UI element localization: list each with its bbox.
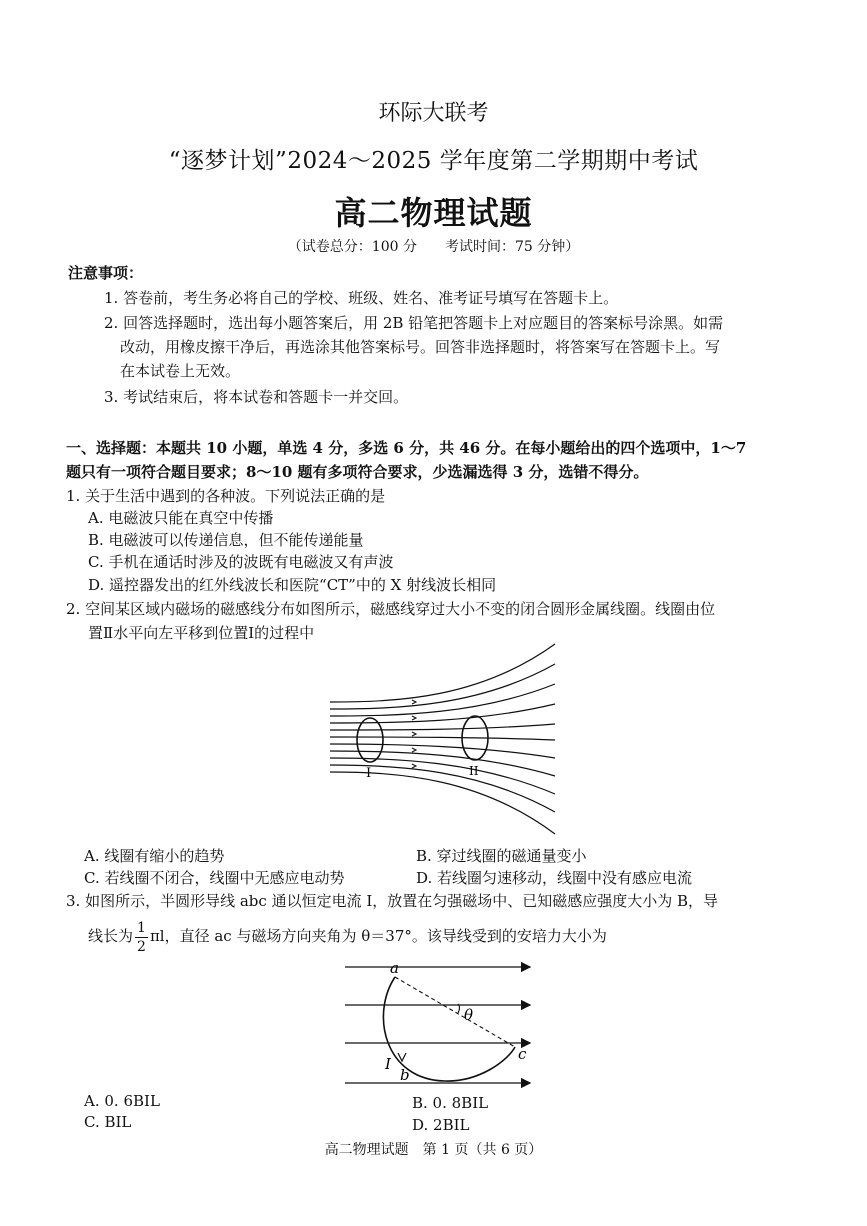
question-1-option-d: D. 遥控器发出的红外线波长和医院“CT”中的 X 射线波长相同 xyxy=(88,576,497,594)
notice-heading: 注意事项： xyxy=(68,264,144,282)
current-label: I xyxy=(385,1055,391,1073)
question-3-stem-post: πl，直径 ac 与磁场方向夹角为 θ＝37°。该导线受到的安培力大小为 xyxy=(149,927,607,945)
notice-item-3: 3. 考试结束后，将本试卷和答题卡一并交回。 xyxy=(104,388,409,406)
diameter-ac xyxy=(395,977,515,1047)
semicircle-wire-figure xyxy=(340,955,540,1095)
question-1-option-a: A. 电磁波只能在真空中传播 xyxy=(88,509,274,527)
question-3-stem-line-2 xyxy=(88,916,607,956)
question-3-option-a: A. 0. 6BIL xyxy=(84,1092,160,1110)
question-3-option-c: C. BIL xyxy=(84,1113,132,1131)
question-3-option-b: B. 0. 8BIL xyxy=(412,1094,489,1112)
question-2-option-b: B. 穿过线圈的磁通量变小 xyxy=(416,847,587,865)
angle-label-theta: θ xyxy=(464,1006,474,1024)
section-1-line-1: 一、选择题：本题共 10 小题，单选 4 分，多选 6 分，共 46 分。在每小题给出的四个选项中，1～7 xyxy=(66,439,747,457)
section-1-line-2: 题只有一项符合题目要求；8～10 题有多项符合要求，少选漏选得 3 分，选错不得分。 xyxy=(66,463,649,481)
fraction-one-half: $\frac{1}{2}$ xyxy=(137,919,146,955)
coil-label-2: II xyxy=(469,764,479,778)
question-2-stem-line-2: 置Ⅱ水平向左平移到位置Ⅰ的过程中 xyxy=(88,624,315,642)
question-1-stem: 1. 关于生活中遇到的各种波。下列说法正确的是 xyxy=(66,487,386,505)
page-footer: 高二物理试题 第 1 页（共 6 页） xyxy=(324,1142,543,1158)
notice-item-2-line-3: 在本试卷上无效。 xyxy=(120,362,241,380)
coil-position-1 xyxy=(357,718,383,762)
exam-plan-title: “逐梦计划”2024～2025 学年度第二学期期中考试 xyxy=(168,148,699,174)
question-3-option-d: D. 2BIL xyxy=(412,1116,470,1134)
magnetic-field-figure xyxy=(320,640,560,840)
question-2-option-c: C. 若线圈不闭合，线圈中无感应电动势 xyxy=(84,869,345,887)
point-label-a: a xyxy=(390,959,399,977)
exam-organizer: 环际大联考 xyxy=(378,101,489,126)
question-2-option-d: D. 若线圈匀速移动，线圈中没有感应电流 xyxy=(416,869,693,887)
question-1-option-c: C. 手机在通话时涉及的波既有电磁波又有声波 xyxy=(88,553,394,571)
question-2-stem-line-1: 2. 空间某区域内磁场的磁感线分布如图所示，磁感线穿过大小不变的闭合圆形金属线圈。线圈由位 xyxy=(66,600,716,618)
question-1-option-b: B. 电磁波可以传递信息，但不能传递能量 xyxy=(88,531,364,549)
notice-item-2-line-1: 2. 回答选择题时，选出每小题答案后，用 2B 铅笔把答题卡上对应题目的答案标号涂黑。如需 xyxy=(104,314,724,332)
question-2-option-a: A. 线圈有缩小的趋势 xyxy=(84,847,225,865)
point-label-c: c xyxy=(518,1045,527,1063)
coil-label-1: I xyxy=(366,766,372,781)
page-title: 高二物理试题 xyxy=(334,194,533,232)
question-3-stem-pre: 线长为 xyxy=(88,927,134,945)
point-label-b: b xyxy=(400,1066,410,1084)
question-3-stem-line-1: 3. 如图所示，半圆形导线 abc 通以恒定电流 I，放置在匀强磁场中、已知磁感应强度大小为 B，导 xyxy=(66,892,719,910)
exam-info: （试卷总分：100 分 考试时间：75 分钟） xyxy=(287,239,580,255)
notice-item-2-line-2: 改动，用橡皮擦干净后，再选涂其他答案标号。回答非选择题时，将答案写在答题卡上。写 xyxy=(120,338,721,356)
notice-item-1: 1. 答卷前，考生务必将自己的学校、班级、姓名、准考证号填写在答题卡上。 xyxy=(104,289,619,307)
coil-position-2 xyxy=(462,716,488,760)
